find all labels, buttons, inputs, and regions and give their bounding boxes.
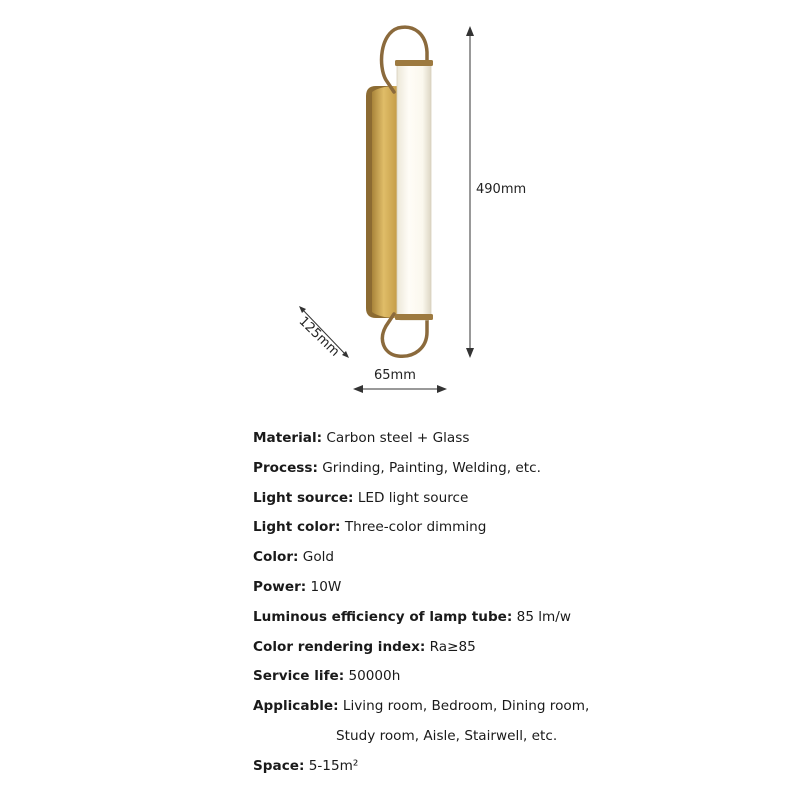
spec-row-applicable [253, 696, 773, 726]
spec-key: Applicable: [253, 698, 339, 715]
spec-row-material [253, 428, 773, 458]
spec-key: Luminous efficiency of lamp tube: [253, 608, 513, 625]
spec-value: Carbon steel + Glass [322, 430, 470, 446]
spec-value: 85 lm/w [512, 608, 571, 625]
spec-row-process [253, 458, 773, 488]
spec-row-service-life [253, 666, 773, 696]
lamp-backplate [366, 86, 398, 318]
spec-value: Study room, Aisle, Stairwell, etc. [336, 727, 558, 744]
spec-row-luminous-efficiency [253, 607, 773, 637]
spec-row-color [253, 547, 773, 577]
spec-value: LED light source [353, 489, 469, 506]
spec-key: Process: [253, 459, 318, 476]
spec-key: Power: [253, 578, 307, 595]
spec-key: Color: [253, 549, 299, 566]
spec-key: Space: [253, 757, 305, 774]
spec-row-space [253, 756, 773, 786]
spec-list [253, 428, 773, 786]
lamp-glass-tube [395, 60, 433, 320]
height-dimension-line [466, 26, 474, 358]
depth-dimension-label: 125mm [295, 314, 343, 360]
spec-value: Grinding, Painting, Welding, etc. [317, 459, 541, 476]
spec-value: 5-15m² [304, 757, 359, 774]
width-dimension-label: 65mm [374, 368, 416, 383]
spec-value: 10W [306, 578, 342, 595]
spec-key: Color rendering index: [253, 638, 426, 655]
width-dimension-line [353, 385, 447, 393]
spec-key: Light color: [253, 519, 341, 536]
spec-value: 50000h [344, 668, 401, 685]
height-dimension-label: 490mm [476, 182, 527, 197]
spec-key: Service life: [253, 668, 345, 685]
spec-value: Three-color dimming [340, 519, 487, 536]
spec-key: Light source: [253, 489, 354, 506]
spec-value: Living room, Bedroom, Dining room, [338, 698, 590, 715]
spec-row-color-rendering-index [253, 637, 773, 667]
spec-row-power [253, 577, 773, 607]
spec-row-applicable-continued [253, 726, 773, 756]
spec-key: Material: [253, 430, 323, 446]
spec-value: Gold [298, 549, 335, 566]
spec-row-light-color [253, 517, 773, 547]
spec-value: Ra≥85 [425, 638, 476, 655]
spec-row-light-source [253, 488, 773, 518]
